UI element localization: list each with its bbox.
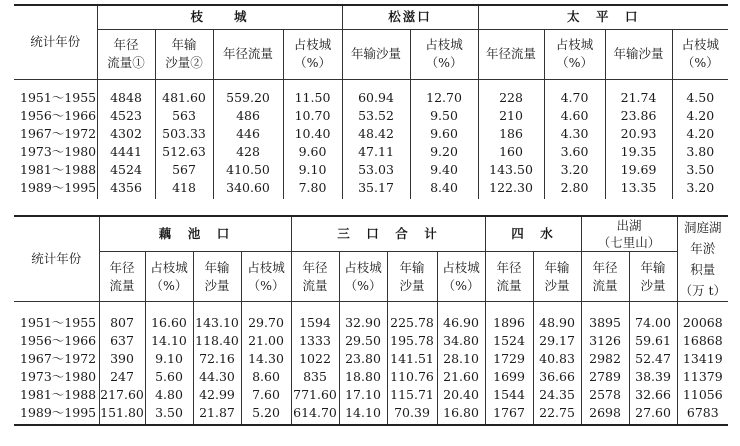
value-cell: 1544: [485, 386, 533, 404]
value-cell: 225.78: [387, 302, 437, 333]
value-cell: 14.30: [241, 350, 291, 368]
value-cell: 9.10: [145, 350, 193, 368]
value-cell: 9.60: [410, 125, 478, 143]
table-row: [14, 368, 728, 386]
value-cell: 340.60: [213, 179, 283, 199]
value-cell: 2.80: [544, 179, 605, 199]
col-header: 年输沙量: [605, 29, 672, 79]
group-outflow-qilishan: 出湖 （七里山）: [581, 216, 677, 252]
value-cell: 17.10: [339, 386, 387, 404]
value-cell: 9.60: [283, 143, 342, 161]
value-cell: 70.39: [387, 404, 437, 425]
value-cell: 8.60: [241, 368, 291, 386]
value-cell: 6783: [677, 404, 728, 425]
value-cell: 143.50: [478, 161, 544, 179]
year-cell: 1989～1995: [20, 405, 97, 420]
table-row: [14, 125, 728, 143]
value-cell: 1524: [485, 332, 533, 350]
value-cell: 10.40: [283, 125, 342, 143]
table-lower-body: [14, 302, 728, 426]
value-cell: 807: [99, 302, 145, 333]
value-cell: 16868: [677, 332, 728, 350]
value-cell: 428: [213, 143, 283, 161]
col-header: 年径 流量: [99, 252, 145, 302]
value-cell: 28.10: [437, 350, 485, 368]
value-cell: 4.80: [145, 386, 193, 404]
table-row: [14, 386, 728, 404]
value-cell: 21.60: [437, 368, 485, 386]
value-cell: 47.11: [342, 143, 410, 161]
col-header: 年径 流量: [485, 252, 533, 302]
value-cell: 1333: [291, 332, 339, 350]
value-cell: 4441: [97, 143, 155, 161]
value-cell: 247: [99, 368, 145, 386]
year-cell: 1973～1980: [20, 369, 97, 384]
value-cell: 44.30: [193, 368, 241, 386]
value-cell: 24.35: [533, 386, 581, 404]
col-header: 占枝城 （%）: [410, 29, 478, 79]
year-cell: 1956～1966: [20, 333, 97, 348]
value-cell: 53.52: [342, 107, 410, 125]
value-cell: 186: [478, 125, 544, 143]
value-cell: 1896: [485, 302, 533, 333]
col-header: 占枝城 （%）: [672, 29, 728, 79]
col-header: 年径 流量: [291, 252, 339, 302]
value-cell: 7.60: [241, 386, 291, 404]
value-cell: 13.35: [605, 179, 672, 199]
table-row: [14, 332, 728, 350]
value-cell: 36.66: [533, 368, 581, 386]
col-header: 年输 沙量: [629, 252, 677, 302]
value-cell: 217.60: [100, 387, 144, 402]
value-cell: 637: [99, 332, 145, 350]
table-row: [14, 350, 728, 368]
value-cell: 32.66: [629, 386, 677, 404]
group-four-rivers: 四 水: [485, 216, 581, 252]
table-row: [14, 404, 728, 425]
value-cell: 3.20: [544, 161, 605, 179]
year-header: 统计年份: [14, 5, 97, 79]
value-cell: 1022: [291, 350, 339, 368]
value-cell: 11379: [677, 368, 728, 386]
value-cell: 3.50: [672, 161, 728, 179]
table-upper-body: [14, 79, 728, 199]
value-cell: 12.70: [410, 79, 478, 107]
value-cell: 20.40: [437, 386, 485, 404]
col-header: 年径流量: [478, 29, 544, 79]
table-row: [14, 161, 728, 179]
value-cell: 20.93: [605, 125, 672, 143]
value-cell: 771.60: [291, 386, 339, 404]
value-cell: 4.60: [544, 107, 605, 125]
value-cell: 160: [478, 143, 544, 161]
value-cell: 22.75: [533, 404, 581, 425]
value-cell: 210: [478, 107, 544, 125]
value-cell: 151.80: [99, 404, 145, 425]
value-cell: 3.20: [672, 179, 728, 199]
value-cell: 418: [155, 179, 213, 199]
year-header: 统计年份: [14, 216, 99, 302]
value-cell: 59.61: [629, 332, 677, 350]
table-row: [14, 179, 728, 199]
year-cell: 1951～1955: [20, 89, 97, 105]
value-cell: 110.76: [387, 368, 437, 386]
col-header: 占枝城 （%）: [241, 252, 291, 302]
value-cell: 446: [213, 125, 283, 143]
value-cell: 563: [155, 107, 213, 125]
value-cell: 9.20: [410, 143, 478, 161]
group-songzikou: 松滋口: [342, 5, 478, 29]
table-row: [14, 302, 728, 333]
col-header: 年径 流量①: [97, 29, 155, 79]
value-cell: 4848: [97, 79, 155, 107]
value-cell: 18.80: [339, 368, 387, 386]
value-cell: 4524: [97, 161, 155, 179]
value-cell: 35.17: [342, 179, 410, 199]
value-cell: 38.39: [629, 368, 677, 386]
value-cell: 4.30: [544, 125, 605, 143]
value-cell: 27.60: [629, 404, 677, 425]
value-cell: 9.10: [283, 161, 342, 179]
value-cell: 32.90: [339, 302, 387, 333]
value-cell: 11.50: [283, 79, 342, 107]
year-cell: 1981～1988: [20, 161, 97, 177]
value-cell: 60.94: [342, 79, 410, 107]
year-cell: 1989～1995: [20, 179, 97, 195]
value-cell: 29.50: [339, 332, 387, 350]
value-cell: 9.40: [410, 161, 478, 179]
value-cell: 53.03: [342, 161, 410, 179]
value-cell: 115.71: [387, 386, 437, 404]
table-row: [14, 79, 728, 107]
value-cell: 3895: [581, 302, 629, 333]
value-cell: 14.10: [145, 332, 193, 350]
value-cell: 481.60: [155, 79, 213, 107]
value-cell: 3126: [581, 332, 629, 350]
value-cell: 16.80: [437, 404, 485, 425]
col-header: 年输 沙量: [533, 252, 581, 302]
col-header: 占枝城 （%）: [544, 29, 605, 79]
year-cell: 1967～1972: [20, 351, 97, 366]
value-cell: 74.00: [629, 302, 677, 333]
value-cell: 19.69: [605, 161, 672, 179]
value-cell: 23.80: [339, 350, 387, 368]
value-cell: 11056: [677, 386, 728, 404]
col-header: 年输 沙量②: [155, 29, 213, 79]
value-cell: 21.00: [241, 332, 291, 350]
value-cell: 7.80: [283, 179, 342, 199]
value-cell: 1729: [485, 350, 533, 368]
value-cell: 42.99: [193, 386, 241, 404]
value-cell: 46.90: [437, 302, 485, 333]
value-cell: 40.83: [533, 350, 581, 368]
value-cell: 21.74: [605, 79, 672, 107]
value-cell: 2578: [581, 386, 629, 404]
value-cell: 20068: [677, 302, 728, 333]
value-cell: 1699: [485, 368, 533, 386]
value-cell: 52.47: [629, 350, 677, 368]
col-header: 占枝城 （%）: [437, 252, 485, 302]
value-cell: 3.50: [145, 404, 193, 425]
group-zhicheng: 枝 城: [97, 5, 342, 29]
value-cell: 19.35: [605, 143, 672, 161]
value-cell: 3.80: [672, 143, 728, 161]
table-lower: [14, 215, 728, 426]
value-cell: 21.87: [193, 404, 241, 425]
year-cell: 1956～1966: [20, 107, 97, 123]
value-cell: 1594: [291, 302, 339, 333]
value-cell: 410.50: [213, 161, 283, 179]
value-cell: 118.40: [193, 332, 241, 350]
value-cell: 72.16: [193, 350, 241, 368]
value-cell: 1767: [485, 404, 533, 425]
value-cell: 567: [155, 161, 213, 179]
col-header: 年输 沙量: [387, 252, 437, 302]
table-upper: [14, 4, 728, 199]
value-cell: 122.30: [478, 179, 544, 199]
group-three-outlets-total: 三 口 合 计: [291, 216, 485, 252]
value-cell: 2789: [581, 368, 629, 386]
value-cell: 3.60: [544, 143, 605, 161]
value-cell: 390: [99, 350, 145, 368]
value-cell: 228: [478, 79, 544, 107]
value-cell: 29.17: [533, 332, 581, 350]
value-cell: 141.51: [387, 350, 437, 368]
value-cell: 5.20: [241, 404, 291, 425]
value-cell: 23.86: [605, 107, 672, 125]
value-cell: 559.20: [213, 79, 283, 107]
year-cell: 1967～1972: [20, 125, 97, 141]
table-row: [14, 107, 728, 125]
value-cell: 835: [291, 368, 339, 386]
value-cell: 14.10: [339, 404, 387, 425]
col-header: 占枝城 （%）: [339, 252, 387, 302]
value-cell: 143.10: [193, 302, 241, 333]
value-cell: 486: [213, 107, 283, 125]
value-cell: 503.33: [155, 125, 213, 143]
col-header: 年径流量: [213, 29, 283, 79]
value-cell: 34.80: [437, 332, 485, 350]
col-header: 年输 沙量: [193, 252, 241, 302]
value-cell: 9.50: [410, 107, 478, 125]
value-cell: 8.40: [410, 179, 478, 199]
value-cell: 4523: [97, 107, 155, 125]
group-taipingkou: 太 平 口: [478, 5, 728, 29]
year-cell: 1981～1988: [20, 387, 97, 402]
value-cell: 2982: [581, 350, 629, 368]
value-cell: 2698: [581, 404, 629, 425]
value-cell: 5.60: [145, 368, 193, 386]
value-cell: 48.42: [342, 125, 410, 143]
value-cell: 4.20: [672, 107, 728, 125]
group-oudikou: 藕 池 口: [99, 216, 291, 252]
value-cell: 4.70: [544, 79, 605, 107]
value-cell: 29.70: [241, 302, 291, 333]
year-cell: 1973～1980: [20, 143, 97, 159]
value-cell: 4302: [97, 125, 155, 143]
col-header: 年径 流量: [581, 252, 629, 302]
value-cell: 10.70: [283, 107, 342, 125]
year-cell: 1951～1955: [20, 315, 97, 330]
col-header: 年输沙量: [342, 29, 410, 79]
col-header: 占枝城 （%）: [145, 252, 193, 302]
value-cell: 13419: [677, 350, 728, 368]
value-cell: 512.63: [155, 143, 213, 161]
value-cell: 4.50: [672, 79, 728, 107]
value-cell: 4.20: [672, 125, 728, 143]
value-cell: 48.90: [533, 302, 581, 333]
col-dongting-deposition: 洞庭湖 年淤 积量 （万 t）: [677, 216, 728, 302]
value-cell: 195.78: [387, 332, 437, 350]
table-row: [14, 143, 728, 161]
value-cell: 614.70: [291, 404, 339, 425]
col-header: 占枝城 （%）: [283, 29, 342, 79]
value-cell: 4356: [97, 179, 155, 199]
value-cell: 16.60: [145, 302, 193, 333]
